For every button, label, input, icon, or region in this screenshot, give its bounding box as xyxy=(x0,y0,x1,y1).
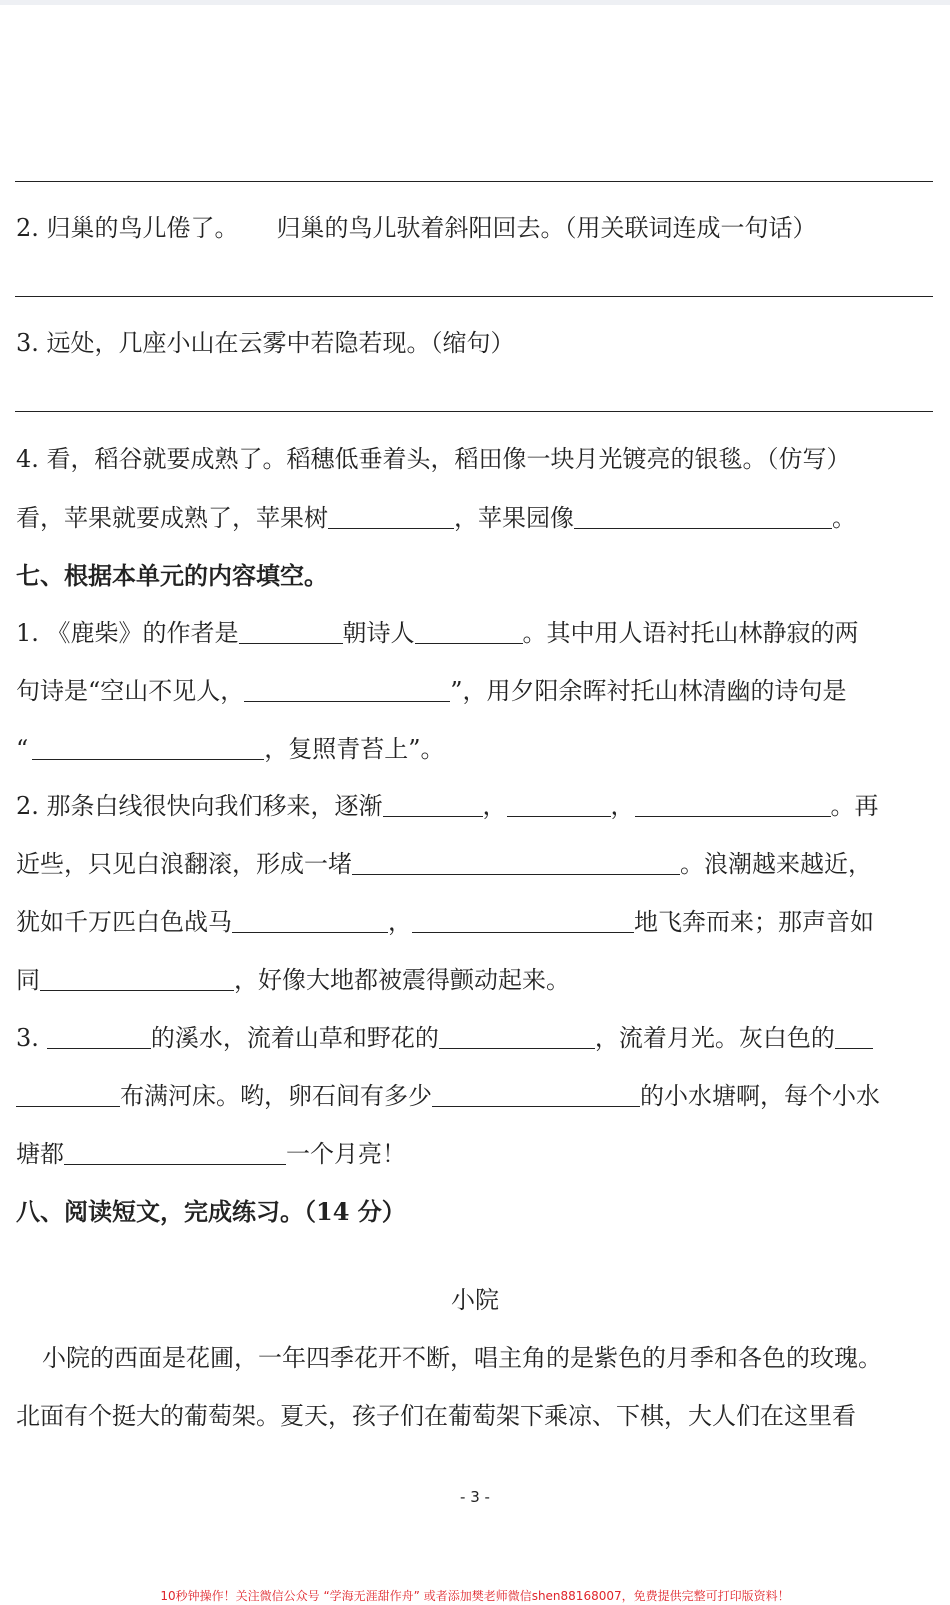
question-3 xyxy=(16,327,936,359)
s7-question-3-line-3: 塘都 一个月亮！ xyxy=(16,1140,406,1168)
fill-blank[interactable] xyxy=(232,910,388,933)
passage-paragraph-line-2: 北面有个挺大的葡萄架。夏天，孩子们在葡萄架下乘凉、下棋，大人们在这里看 xyxy=(16,1402,856,1430)
s7-question-1: 1. 《鹿柴》的作者是 朝诗人 。其中用人语衬托山林静寂的两 xyxy=(16,619,859,647)
question-2 xyxy=(16,212,936,244)
top-border xyxy=(0,0,950,5)
q4-instruction: （仿写） xyxy=(766,445,851,473)
q3-instruction: （缩句） xyxy=(430,329,515,357)
fill-blank[interactable] xyxy=(432,1084,640,1107)
s7-question-2-line-3: 犹如千万匹白色战马 ， 地飞奔而来；那声音如 xyxy=(16,908,874,936)
s7-question-3-line-2: 布满河床。哟，卵石间有多少 的小水塘啊，每个小水 xyxy=(16,1080,936,1112)
q4-sentence: 4. 看，稻谷就要成熟了。稻穗低垂着头，稻田像一块月光镀亮的银毯。 xyxy=(16,445,767,473)
fill-blank[interactable] xyxy=(239,621,343,644)
section-7-heading: 七、根据本单元的内容填空。 xyxy=(16,561,328,590)
s7-question-1-line-3: “ ，复照青苔上”。 xyxy=(16,735,445,763)
q3-sentence: 3. 远处，几座小山在云雾中若隐若现。 xyxy=(16,329,431,357)
fill-blank[interactable] xyxy=(635,794,831,817)
fill-blank[interactable] xyxy=(16,1084,120,1107)
q2-sentence-b: 归巢的鸟儿驮着斜阳回去。 xyxy=(276,214,565,242)
question-4 xyxy=(16,443,936,475)
fill-blank[interactable] xyxy=(244,679,450,702)
fill-blank[interactable] xyxy=(439,1026,595,1049)
question-4-line-2: 看，苹果就要成熟了，苹果树 ，苹果园像 。 xyxy=(16,504,856,532)
fill-blank[interactable] xyxy=(352,852,680,875)
fill-blank[interactable] xyxy=(507,794,611,817)
s7-question-2-line-2: 近些，只见白浪翻滚，形成一堵 。浪潮越来越近， xyxy=(16,850,872,878)
fill-blank[interactable] xyxy=(383,794,483,817)
q2-sentence-a: 2. 归巢的鸟儿倦了。 xyxy=(16,214,239,242)
fill-blank[interactable] xyxy=(574,506,832,529)
answer-line xyxy=(15,181,933,182)
fill-blank[interactable] xyxy=(40,968,234,991)
passage-paragraph: 小院的西面是花圃，一年四季花开不断，唱主角的是紫色的月季和各色的玫瑰。 xyxy=(42,1344,882,1372)
fill-blank[interactable] xyxy=(328,506,454,529)
answer-line xyxy=(15,411,933,412)
page-number: - 3 - xyxy=(460,1488,490,1506)
fill-blank[interactable] xyxy=(32,737,264,760)
fill-blank[interactable] xyxy=(64,1142,286,1165)
s7-question-2-line-4: 同 ，好像大地都被震得颤动起来。 xyxy=(16,966,570,994)
fill-blank[interactable] xyxy=(415,621,523,644)
fill-blank[interactable] xyxy=(412,910,634,933)
fill-blank[interactable] xyxy=(835,1026,873,1049)
fill-blank[interactable] xyxy=(47,1026,151,1049)
s7-question-2: 2. 那条白线很快向我们移来，逐渐 ， ， 。再 xyxy=(16,792,879,820)
answer-line xyxy=(15,296,933,297)
promo-footer: 10秒钟操作！关注微信公众号 “学海无涯甜作舟” 或者添加樊老师微信shen88168007，免费提供完整可打印版资料！ xyxy=(160,1589,790,1603)
q2-instruction: （用关联词连成一句话） xyxy=(564,214,817,242)
section-8-heading: 八、阅读短文，完成练习。（14 分） xyxy=(16,1197,406,1226)
s7-question-3: 3. 的溪水，流着山草和野花的 ，流着月光。灰白色的 xyxy=(16,1022,936,1054)
passage-title: 小院 xyxy=(451,1286,499,1314)
s7-question-1-line-2: 句诗是“空山不见人， ”，用夕阳余晖衬托山林清幽的诗句是 xyxy=(16,677,847,705)
